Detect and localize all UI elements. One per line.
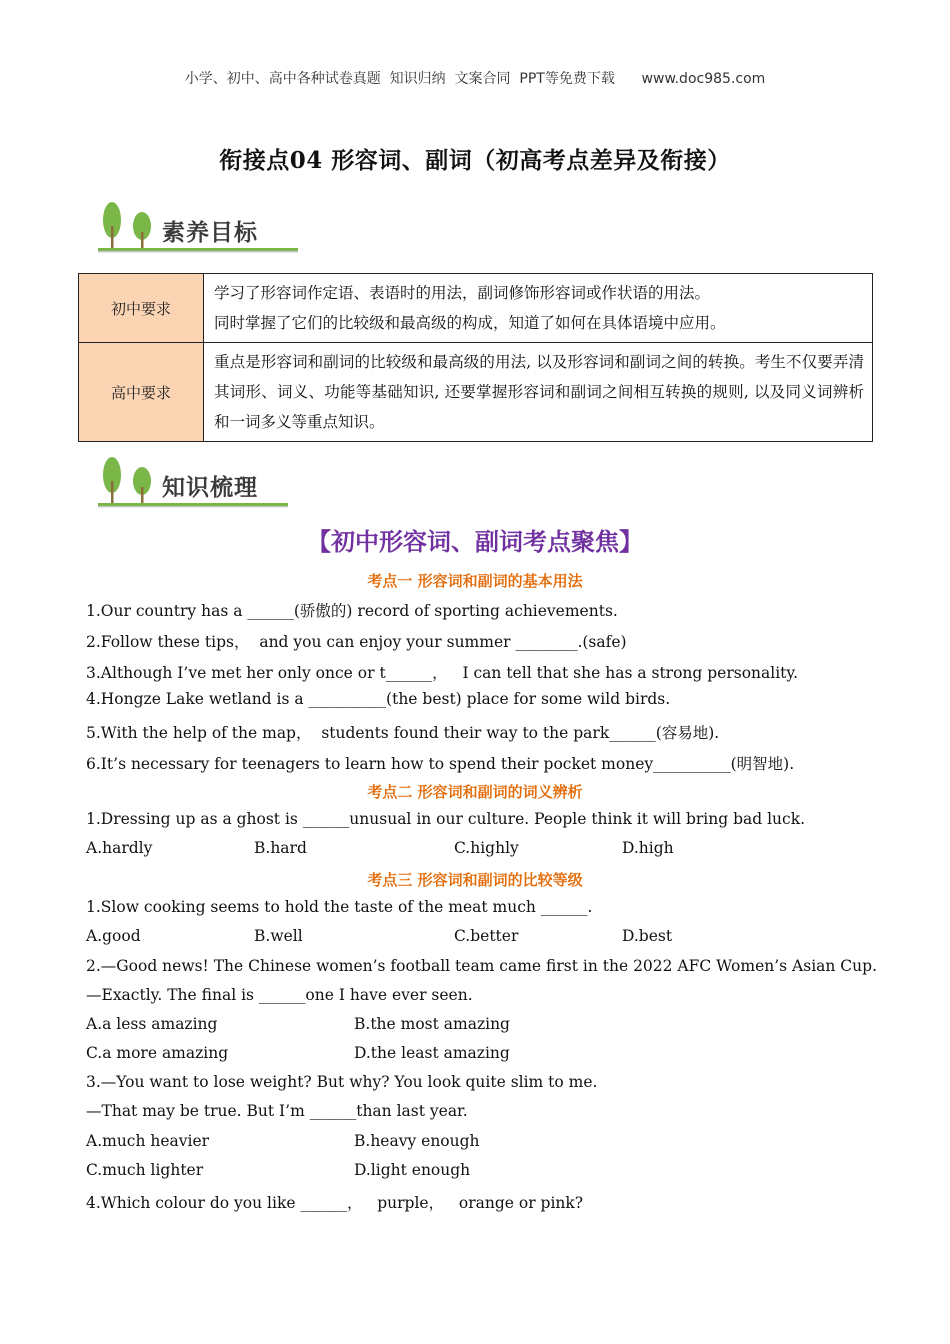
option-a: A.much heavier — [86, 1132, 210, 1150]
knowledge-banner-label: 知识梳理 — [162, 475, 258, 501]
option-b: B.hard — [254, 839, 307, 857]
option-d: D.high — [622, 839, 674, 857]
senior-requirement-label: 高中要求 — [79, 343, 204, 442]
option-b: B.the most amazing — [354, 1015, 510, 1033]
option-d: D.best — [622, 927, 673, 945]
section-title: 【初中形容词、副词考点聚焦】 — [307, 528, 643, 556]
question-line: 1.Our country has a ______(骄傲的) record of sporting achievements. — [86, 602, 618, 620]
question-line: 2.Follow these tips， and you can enjoy your summer ________.(safe) — [86, 633, 627, 651]
requirement-line: 同时掌握了它们的比较级和最高级的构成，知道了如何在具体语境中应用。 — [214, 314, 726, 332]
requirements-table — [78, 273, 873, 442]
question-line: 1.Dressing up as a ghost is ______unusual in our culture. People think it will bring bad luck. — [86, 810, 806, 828]
topic-1-heading: 考点一 形容词和副词的基本用法 — [367, 572, 583, 590]
option-c: C.highly — [454, 839, 519, 857]
table-row — [79, 343, 873, 442]
table-row — [79, 274, 873, 343]
goals-banner — [98, 200, 298, 260]
question-line: 6.It’s necessary for teenagers to learn how to spend their pocket money__________(明智地). — [86, 755, 795, 773]
option-d: D.the least amazing — [354, 1044, 510, 1062]
question-line: 5.With the help of the map， students found their way to the park______(容易地). — [86, 724, 720, 742]
question-line: 3.Although I’ve met her only once or t______， I can tell that she has a strong personality. — [86, 664, 799, 682]
option-a: A.hardly — [86, 839, 153, 857]
question-line: —That may be true. But I’m ______than last year. — [86, 1102, 468, 1120]
requirement-line: 学习了形容词作定语、表语时的用法，副词修饰形容词或作状语的用法。 — [214, 284, 711, 302]
knowledge-banner — [98, 455, 288, 515]
topic-2-heading: 考点二 形容词和副词的词义辨析 — [367, 783, 583, 801]
topic-3-heading: 考点三 形容词和副词的比较等级 — [367, 871, 583, 889]
junior-requirement-text — [204, 274, 873, 343]
option-a: A.a less amazing — [86, 1015, 218, 1033]
option-b: B.well — [254, 927, 303, 945]
option-c: C.better — [454, 927, 519, 945]
option-c: C.much lighter — [86, 1161, 204, 1179]
question-line: 3.—You want to lose weight? But why? You look quite slim to me. — [86, 1073, 598, 1091]
option-c: C.a more amazing — [86, 1044, 229, 1062]
junior-requirement-label: 初中要求 — [79, 274, 204, 343]
option-d: D.light enough — [354, 1161, 471, 1179]
document-title: 衔接点04 形容词、副词（初高考点差异及衔接） — [219, 147, 731, 174]
question-line: —Exactly. The final is ______one I have ever seen. — [86, 986, 473, 1004]
question-line: 4.Hongze Lake wetland is a __________(the best) place for some wild birds. — [86, 690, 671, 708]
question-line: 2.—Good news! The Chinese women’s football team came first in the 2022 AFC Women’s Asian Cup. — [86, 957, 877, 975]
goals-banner-label: 素养目标 — [162, 220, 258, 246]
question-line: 1.Slow cooking seems to hold the taste of the meat much ______. — [86, 898, 593, 916]
senior-requirement-text: 重点是形容词和副词的比较级和最高级的用法, 以及形容词和副词之间的转换。考生不仅要弄清其词形、词义、功能等基础知识, 还要掌握形容词和副词之间相互转换的规则, 以及同义词辨析和一词多义等重点知识。 — [204, 343, 873, 442]
page-header: 小学、初中、高中各种试卷真题 知识归纳 文案合同 PPT等免费下载 www.doc985.com — [184, 71, 766, 87]
question-line: 4.Which colour do you like ______， purple， orange or pink? — [86, 1194, 584, 1212]
option-b: B.heavy enough — [354, 1132, 480, 1150]
option-a: A.good — [86, 927, 141, 945]
